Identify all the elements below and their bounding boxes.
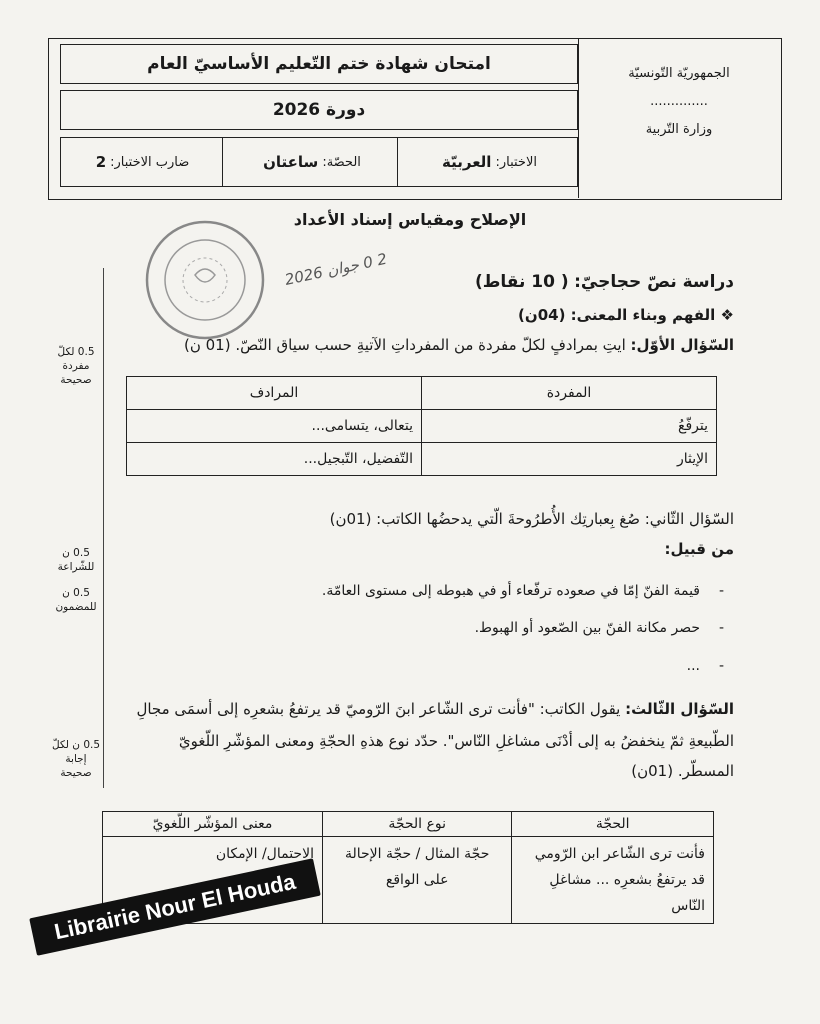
indicator-meaning-cell: الاحتمال/ الإمكان bbox=[103, 837, 323, 924]
q3-line2: الطّبيعةِ ثمّ ينخفضُ به إلى أدْنَى مشاغلِ النّاس". حدّد نوع هذهِ الحجّةِ ومعنى المؤشّرِ اللّغويّ bbox=[178, 732, 734, 750]
stamp-date: 2 0 جوان 2026 bbox=[283, 249, 389, 289]
col-argument: الحجّة bbox=[512, 812, 714, 837]
q2-text: صُغ بِعبارتِك الأُطرُوحةَ الّتي يدحضُها الكاتب: (01ن) bbox=[329, 510, 640, 528]
table-header-row bbox=[103, 812, 714, 837]
q3-margin-note: 0.5 ن لكلّ إجابة صحيحة bbox=[51, 739, 101, 779]
q3-line1: يقول الكاتب: "فأنت ترى الشّاعر ابنَ الرّوميّ قد يرتفعُ بشعرِه إلى أسمَى مجالِ bbox=[136, 700, 621, 718]
header-info bbox=[60, 44, 578, 192]
page-title: الإصلاح ومقياس إسناد الأعداد bbox=[293, 210, 527, 229]
q1-text: ايتِ بمرادفٍ لكلّ مفردة من المفرداتِ الآتيةِ حسب سياق النّصّ. (01 ن) bbox=[183, 336, 626, 354]
coefficient-value: 2 bbox=[95, 153, 107, 171]
watermark-banner: Librairie Nour El Houda bbox=[29, 858, 321, 955]
ministry-name: وزارة التّربية bbox=[645, 122, 713, 137]
republic-name: الجمهوريّة التّونسيّة bbox=[628, 66, 730, 81]
synonyms-table bbox=[126, 376, 717, 476]
word-cell: يترفّعُ bbox=[422, 410, 717, 443]
dots-separator: .............. bbox=[650, 94, 708, 109]
word-cell: الإيثار bbox=[422, 443, 717, 476]
bullet-text: قيمة الفنّ إمّا في صعوده ترفّعاء أو في هبوطه إلى مستوى العامّة. bbox=[321, 583, 700, 599]
argument-type-cell: حجّة المثال / حجّة الإحالة على الواقع bbox=[322, 837, 511, 924]
table-header-row bbox=[127, 377, 717, 410]
exam-details-row bbox=[60, 137, 578, 187]
table-row bbox=[127, 443, 717, 476]
coefficient-cell bbox=[59, 138, 222, 186]
bullet-text: ... bbox=[686, 658, 700, 674]
q1-margin-note: 0.5 لكلّ مفردة صحيحة bbox=[57, 346, 95, 386]
exam-title: امتحان شهادة ختم التّعليم الأساسيّ العام bbox=[60, 44, 578, 84]
col-argument-type: نوع الحجّة bbox=[322, 812, 511, 837]
section-points: ( 10 نقاط) bbox=[474, 272, 569, 292]
section-title: دراسة نصّ حجاجيّ: bbox=[574, 272, 734, 292]
list-item: - حصر مكانة الفنّ بين الصّعود أو الهبوط. bbox=[474, 620, 724, 636]
col-word: المفردة bbox=[422, 377, 717, 410]
coefficient-label: ضارب الاختبار: bbox=[110, 154, 190, 170]
col-indicator-meaning: معنى المؤشّر اللّغويّ bbox=[103, 812, 323, 837]
section-subheading: ❖ الفهم وبناء المعنى: (04ن) bbox=[518, 306, 734, 324]
duration-cell bbox=[222, 138, 397, 186]
q1-label: السّؤال الأوّل: bbox=[630, 336, 734, 354]
subject-cell bbox=[397, 138, 577, 186]
bullet-text: حصر مكانة الفنّ بين الصّعود أو الهبوط. bbox=[474, 620, 700, 636]
question-3 bbox=[74, 700, 734, 718]
q2-intro: من قبيل: bbox=[664, 540, 734, 558]
q2-label: السّؤال الثّاني: bbox=[644, 510, 734, 528]
synonym-cell: التّفضيل، التّبجيل... bbox=[127, 443, 422, 476]
argument-cell: فأنت ترى الشّاعر ابن الرّومي قد يرتفعُ بشعرِه ... مشاغلِ النّاس bbox=[512, 837, 714, 924]
list-item: - ... bbox=[686, 658, 724, 674]
q3-label: السّؤال الثّالث: bbox=[625, 700, 734, 718]
subject-value: العربيّة bbox=[442, 153, 492, 171]
list-item: - قيمة الفنّ إمّا في صعوده ترفّعاء أو في هبوطه إلى مستوى العامّة. bbox=[321, 583, 724, 599]
exam-session: دورة 2026 bbox=[60, 90, 578, 130]
q2-note-content: 0.5 ن للمضمون bbox=[55, 587, 97, 613]
q2-note-form: 0.5 ن للشّراعة bbox=[57, 547, 95, 573]
synonym-cell: يتعالى، يتسامى... bbox=[127, 410, 422, 443]
table-row bbox=[127, 410, 717, 443]
question-1 bbox=[94, 336, 734, 354]
ministry-block bbox=[584, 60, 774, 144]
duration-value: ساعتان bbox=[263, 153, 319, 171]
subject-label: الاختبار: bbox=[495, 154, 537, 170]
question-2 bbox=[94, 510, 734, 528]
header-divider bbox=[578, 38, 579, 198]
q3-line3: المسطّر. (01ن) bbox=[631, 762, 734, 780]
section-heading bbox=[94, 272, 734, 292]
col-synonym: المرادف bbox=[127, 377, 422, 410]
duration-label: الحصّة: bbox=[322, 154, 361, 170]
